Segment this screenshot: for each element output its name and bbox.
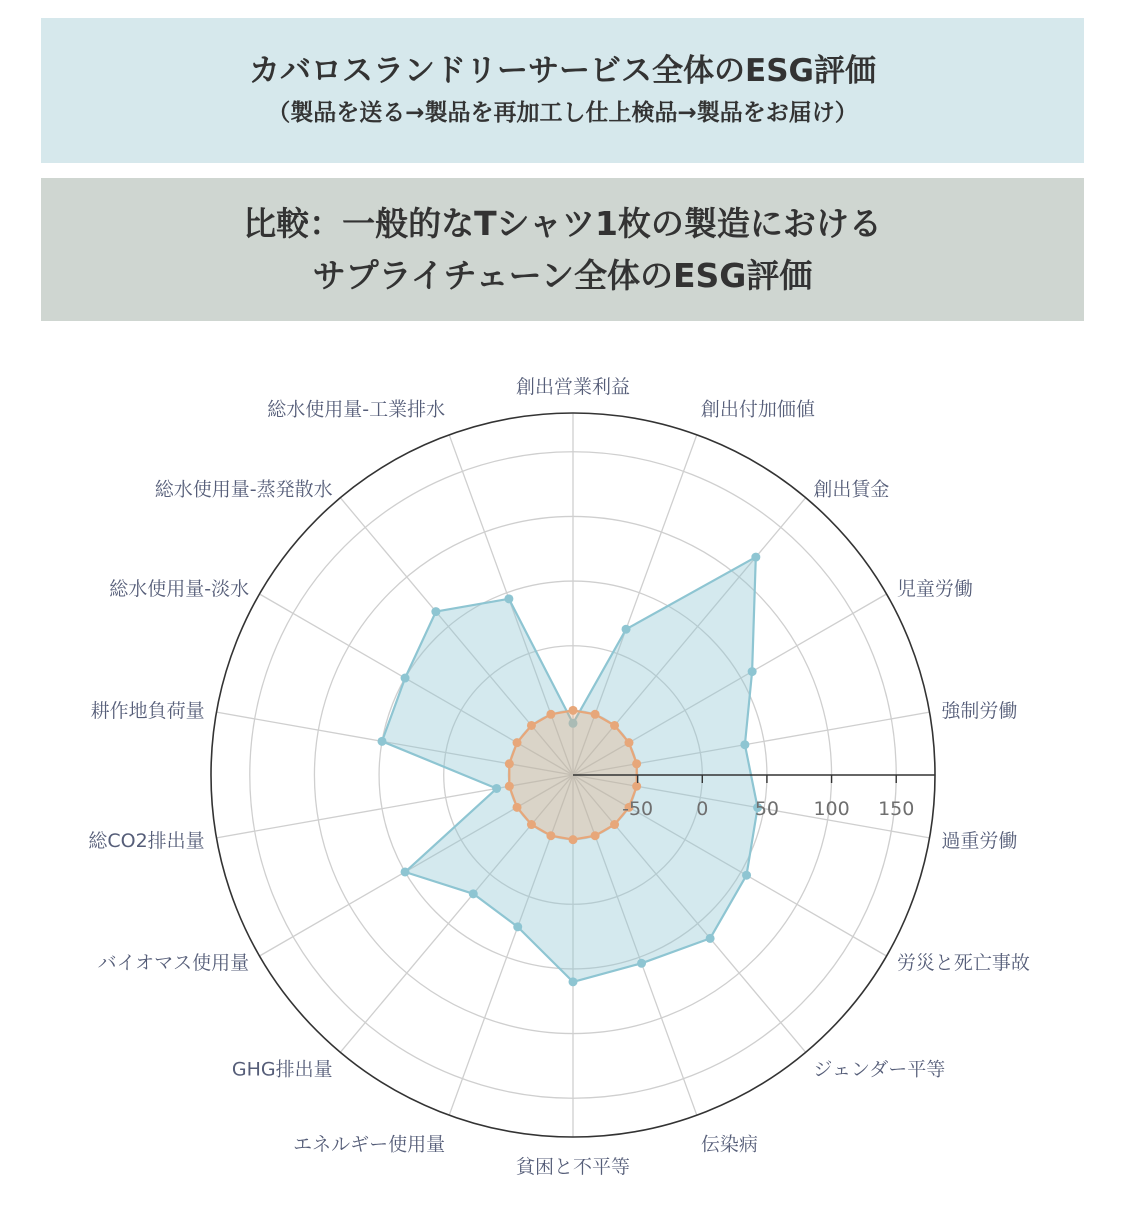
series-0-point-11: [469, 889, 478, 898]
series-1-point-9: [569, 835, 578, 844]
radial-tick-label-2: 50: [754, 798, 780, 820]
series-1-point-5: [632, 782, 641, 791]
series-1-point-10: [546, 831, 555, 840]
axis-label-8: 伝染病: [700, 1133, 758, 1156]
series-0-point-8: [637, 959, 646, 968]
axis-label-2: 創出賃金: [813, 478, 890, 501]
series-1-point-3: [624, 738, 633, 747]
series-1-point-1: [591, 710, 600, 719]
series-0-point-15: [401, 674, 410, 683]
axis-label-17: 総水使用量-工業排水: [267, 398, 446, 421]
series-0-point-6: [742, 871, 751, 880]
radial-tick-label-1: 0: [696, 798, 709, 820]
axis-label-12: バイオマス使用量: [97, 952, 250, 974]
series-1-point-8: [591, 831, 600, 840]
comparison-title-line-1: 比較：一般的なTシャツ1枚の製造における: [243, 203, 882, 243]
series-1-point-13: [505, 782, 514, 791]
axis-label-3: 児童労働: [896, 578, 973, 600]
axis-label-4: 強制労働: [941, 700, 1018, 723]
series-0-point-4: [740, 740, 749, 749]
axis-label-15: 総水使用量-淡水: [109, 578, 250, 600]
series-1-point-12: [513, 803, 522, 812]
axis-label-0: 創出営業利益: [515, 376, 631, 398]
series-1-point-2: [610, 721, 619, 730]
axis-label-16: 総水使用量-蒸発散水: [154, 478, 333, 501]
axis-label-13: 総CO2排出量: [88, 829, 205, 852]
series-0-point-14: [378, 737, 387, 746]
axis-label-6: 労災と死亡事故: [896, 952, 1030, 974]
series-0-point-17: [504, 594, 513, 603]
series-0-point-12: [401, 867, 410, 876]
series-0-point-16: [431, 607, 440, 616]
radial-tick-label-4: 150: [878, 798, 915, 820]
series-1-point-14: [505, 759, 514, 768]
radial-tick-label-3: 100: [813, 798, 850, 820]
axis-label-5: 過重労働: [941, 829, 1018, 852]
axis-label-9: 貧困と不平等: [515, 1156, 631, 1178]
radial-tick-label-0: -50: [622, 798, 654, 820]
comparison-title-line-2: サプライチェーン全体のESG評価: [312, 255, 813, 295]
series-1-point-0: [569, 706, 578, 715]
series-1-point-15: [513, 738, 522, 747]
series-0-point-1: [622, 625, 631, 634]
axis-label-7: ジェンダー平等: [813, 1058, 946, 1081]
axis-label-1: 創出付加価値: [700, 398, 815, 421]
axis-label-14: 耕作地負荷量: [90, 700, 205, 723]
series-0-point-3: [748, 667, 757, 676]
series-1-point-11: [527, 820, 536, 829]
series-1-point-7: [610, 820, 619, 829]
service-subtitle: （製品を送る→製品を再加工し仕上検品→製品をお届け）: [267, 99, 858, 126]
service-title: カバロスランドリーサービス全体のESG評価: [249, 52, 876, 89]
series-1-point-16: [527, 721, 536, 730]
series-0-point-10: [513, 922, 522, 931]
series-0-point-9: [569, 977, 578, 986]
series-0-point-7: [706, 934, 715, 943]
series-0-point-13: [492, 784, 501, 793]
axis-label-10: エネルギー使用量: [293, 1133, 446, 1156]
series-1-point-17: [546, 710, 555, 719]
series-1-point-4: [632, 759, 641, 768]
series-0-point-2: [751, 553, 760, 562]
axis-label-11: GHG排出量: [231, 1058, 333, 1081]
